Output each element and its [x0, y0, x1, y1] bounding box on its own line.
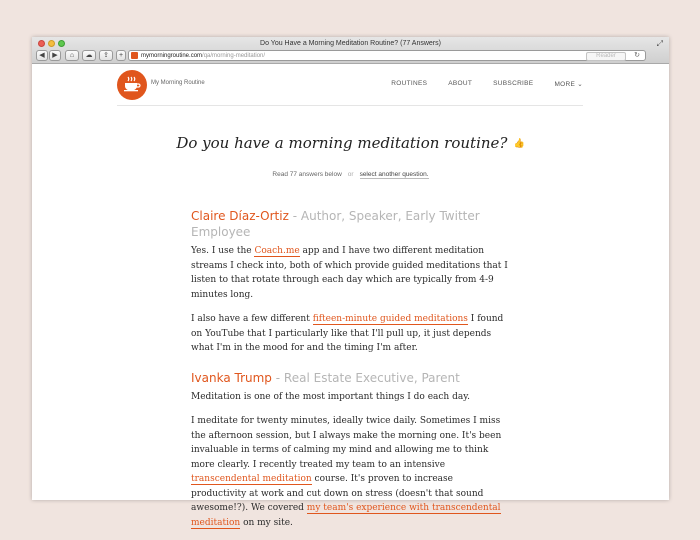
address-bar[interactable] [128, 50, 646, 61]
home-button[interactable]: ⌂ [65, 50, 79, 61]
window-title: Do You Have a Morning Meditation Routine? (77 Answers) [260, 40, 441, 47]
answer-author [191, 208, 511, 240]
author-separator: - [275, 370, 281, 385]
answer-text: app and I have two different meditation streams I check into, both of which provide guided meditations that I listen to that rotate through each day which are typically from 4-9 minutes long. [191, 246, 508, 300]
answers-subline [32, 171, 669, 178]
reload-icon[interactable]: ↻ [634, 52, 640, 59]
url-path: /qa/morning-meditation/ [202, 53, 266, 59]
coach-me-link[interactable]: Coach.me [254, 246, 300, 256]
select-question-link[interactable]: select another question. [359, 171, 429, 178]
back-button[interactable]: ◀ [36, 50, 48, 61]
answer-text: I found on YouTube that I particularly like that I'll pull up, it just depends what I'm in the mood for and the timing I'm after. [191, 314, 504, 353]
reader-button[interactable]: Reader [586, 52, 626, 61]
answer-paragraph [191, 414, 511, 530]
share-button[interactable]: ⇪ [99, 50, 113, 61]
nav-subscribe[interactable]: SUBSCRIBE [493, 80, 534, 87]
answer-block [191, 370, 511, 531]
forward-button[interactable]: ▶ [49, 50, 61, 61]
answer-paragraph [191, 312, 511, 356]
answer-text: I also have a few different [191, 314, 313, 324]
question-title: Do you have a morning meditation routine? [176, 134, 508, 152]
answer-block [191, 208, 511, 356]
chevron-down-icon: ⌄ [577, 81, 583, 88]
guided-meditations-link[interactable]: fifteen-minute guided meditations [312, 314, 468, 324]
answer-text: I meditate for twenty minutes, ideally twice daily. Sometimes I miss the afternoon session, but I always make the morning one. It's been invaluable in terms of calming my mind and allowing me to think more clearly. I recently treated my team to an intensive [191, 416, 502, 470]
answer-paragraph [191, 244, 511, 302]
nav-routines[interactable]: ROUTINES [391, 80, 428, 87]
site-header [117, 70, 583, 106]
browser-window [32, 37, 669, 528]
add-bookmark-button[interactable]: + [116, 50, 126, 61]
page-title [32, 134, 669, 152]
team-experience-link[interactable]: my team's experience with transcendental meditation [191, 503, 501, 528]
site-favicon-icon [131, 52, 138, 59]
main-nav [370, 80, 583, 88]
answer-paragraph: Meditation is one of the most important things I do each day. [191, 391, 470, 402]
answer-text: on my site. [240, 517, 293, 528]
answer-author [191, 370, 511, 386]
url-domain: mymorningroutine.com [141, 53, 203, 59]
author-role: Real Estate Executive, Parent [283, 370, 460, 385]
author-role: Author, Speaker, Early Twitter Employee [191, 209, 480, 239]
answers-count-text: Read 77 answers below [272, 171, 342, 178]
icloud-tabs-button[interactable]: ☁ [82, 50, 96, 61]
transcendental-meditation-link[interactable]: transcendental meditation [191, 474, 312, 484]
author-separator: - [292, 209, 298, 223]
thumbs-up-icon[interactable]: 👍 [513, 139, 525, 149]
author-name[interactable]: Claire Díaz-Ortiz [191, 209, 289, 223]
browser-toolbar [32, 49, 669, 63]
or-text: or [347, 171, 354, 178]
fullscreen-icon[interactable]: ⤢ [656, 39, 663, 48]
answer-text: Yes. I use the [191, 246, 255, 256]
coffee-cup-icon[interactable] [117, 70, 147, 100]
author-name[interactable]: Ivanka Trump [191, 370, 272, 385]
nav-more[interactable] [554, 80, 583, 88]
site-name[interactable]: My Morning Routine [151, 80, 205, 86]
answers-list [191, 208, 511, 540]
nav-more-label: MORE [554, 81, 576, 88]
nav-about[interactable]: ABOUT [448, 80, 473, 87]
title-bar [32, 37, 669, 64]
answer-text: course. It's proven to increase productivity at work and cut down on stress (doesn't that sound awesome!?). We covered [191, 474, 484, 513]
